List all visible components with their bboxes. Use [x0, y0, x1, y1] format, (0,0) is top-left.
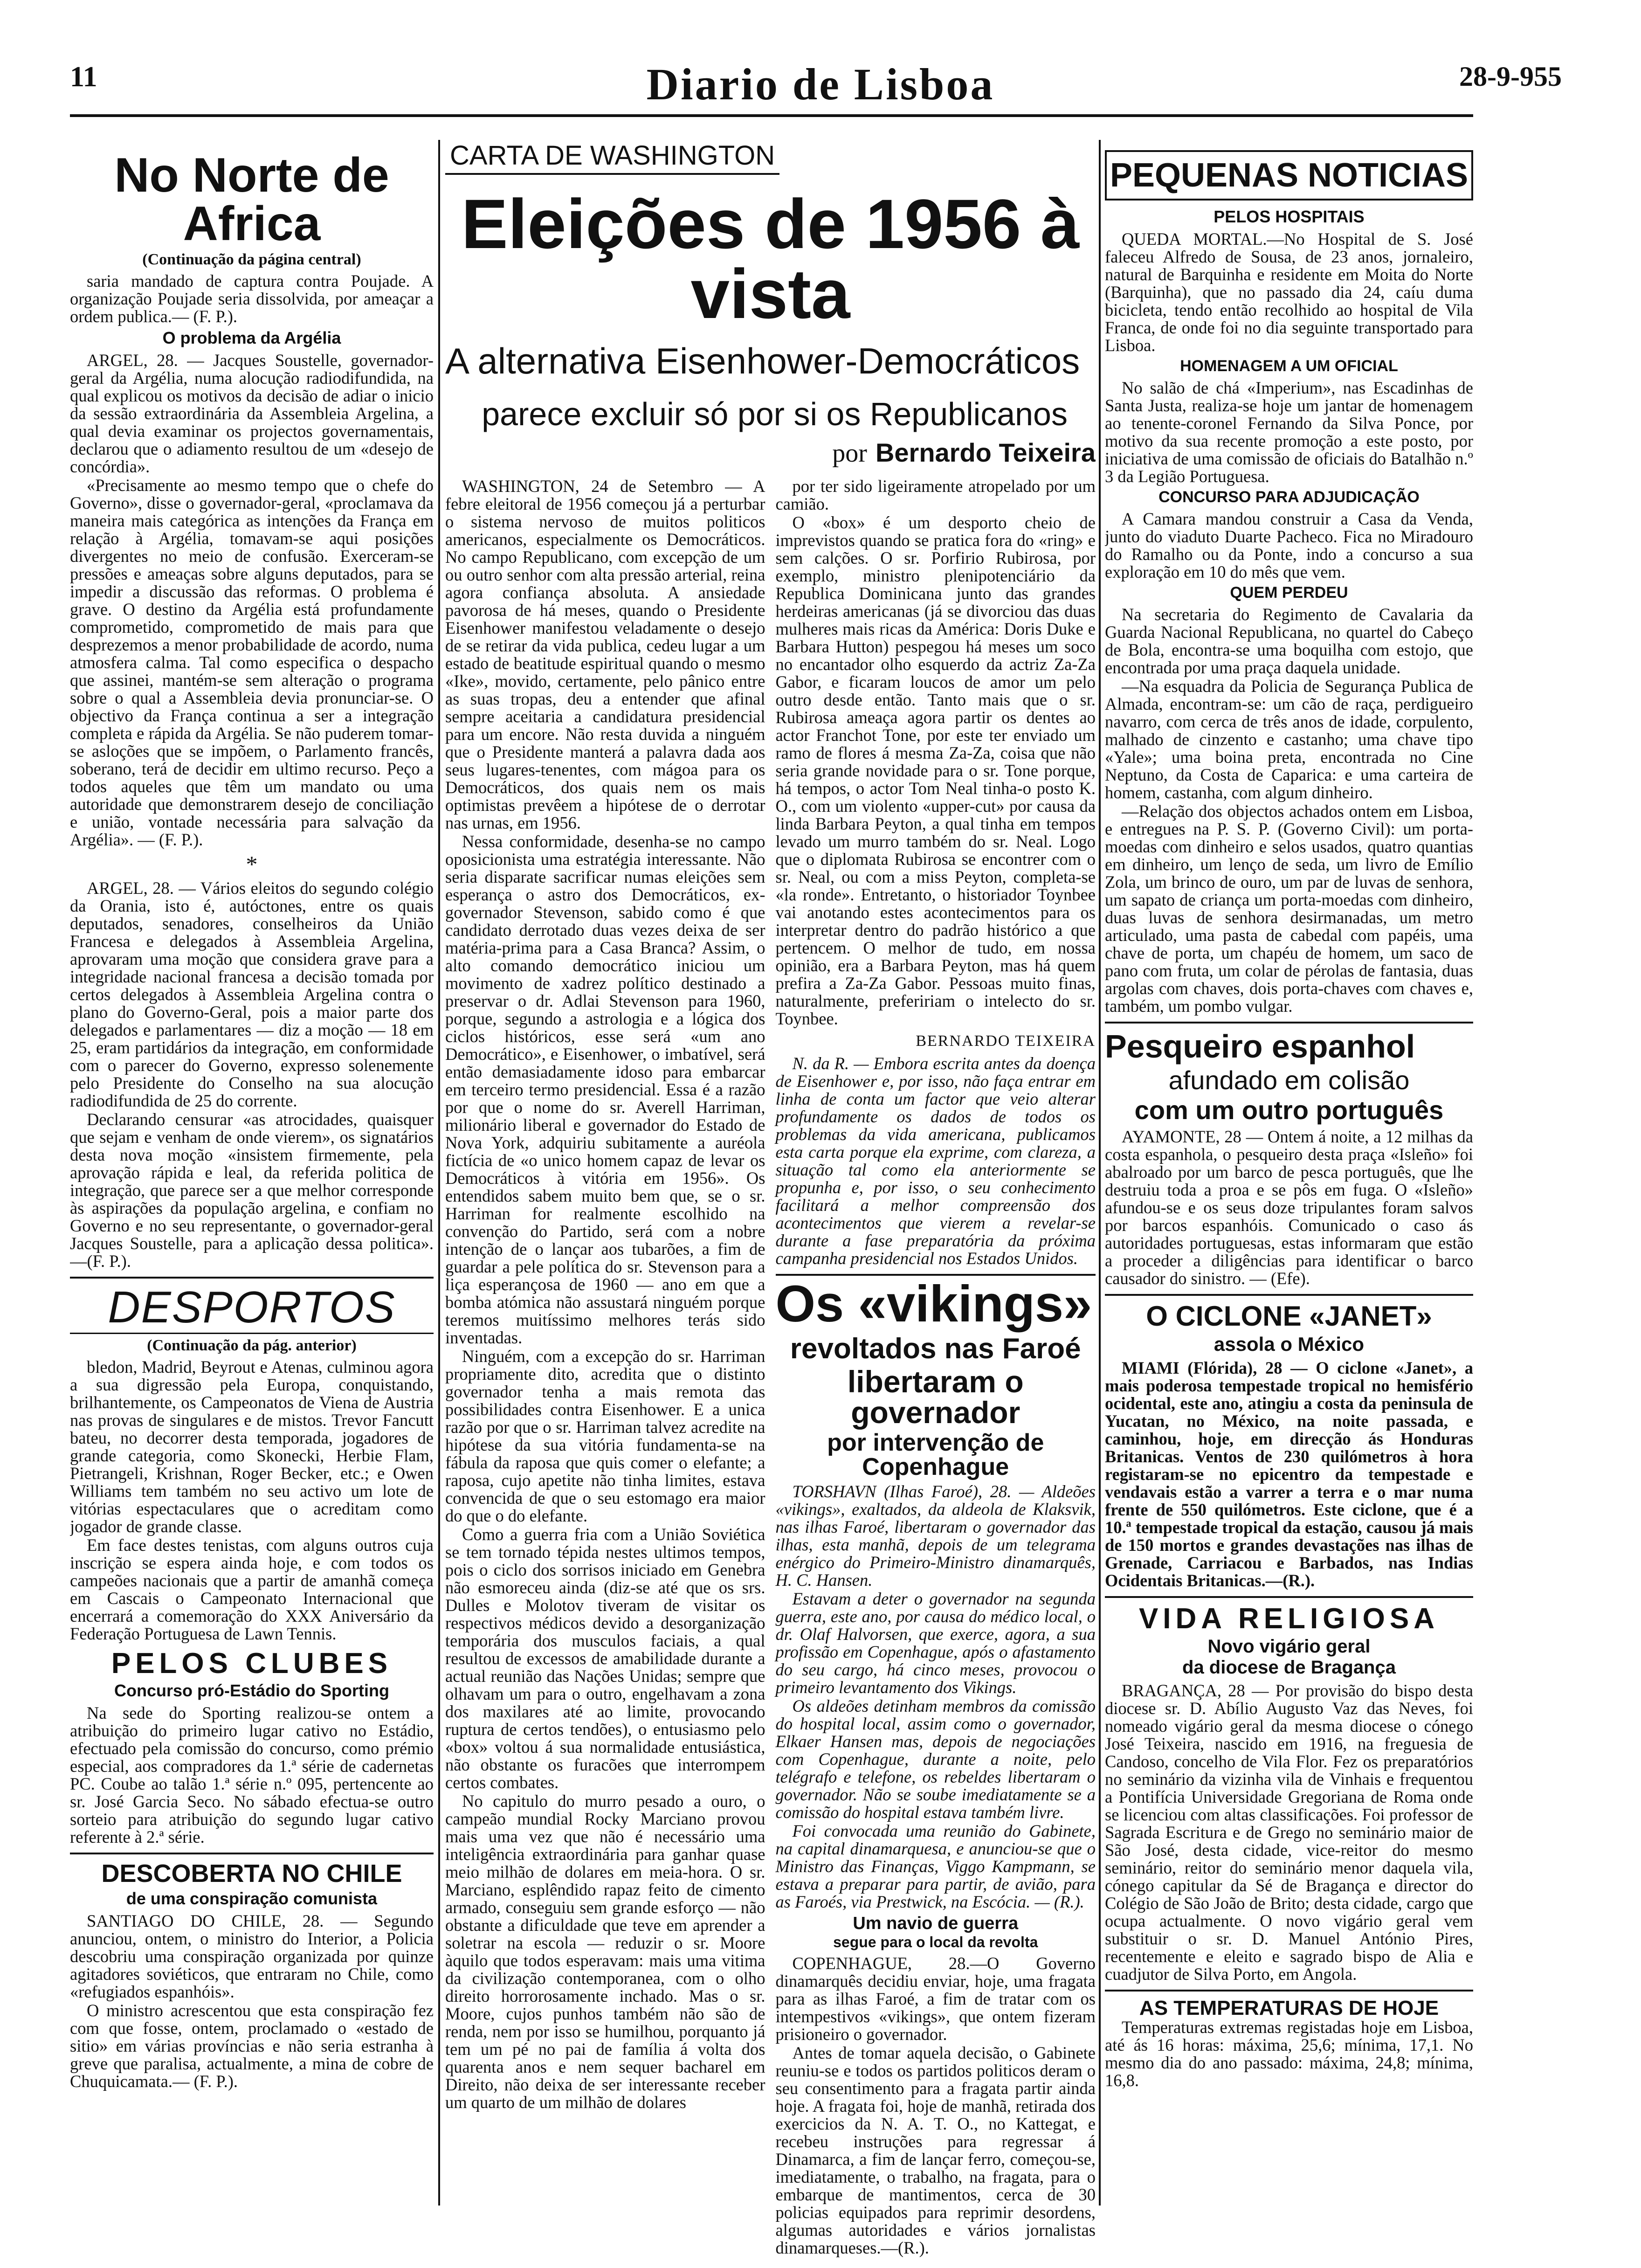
- byline-author: Bernardo Teixeira: [875, 438, 1096, 467]
- page-number: 11: [70, 61, 97, 93]
- editor-note: N. da R. — Embora escrita antes da doença de Eisenhower e, por isso, não faça entrar em linha de conta um factor que veio alterar profundamente os dados de todos os problemas da vida americana, publicamos esta carta porque ela exprime, com clareza, a situação tal como ela anteriormente se propunha e, por isso, o seu conhecimento facilitará a melhor compreensão dos acontecimentos que vierem a revelar-se durante a fase preparatória da próxima campanha presidencial nos Estados Unidos.: [775, 1054, 1096, 1268]
- pequenas-paragraph: Na secretaria do Regimento de Cavalaria da Guarda Nacional Republicana, no quartel do Cabeço de Bola, encontra-se uma boquilha com estojo, que encontrada por uma praça daquela unidade.: [1105, 605, 1473, 677]
- carta-signature: BERNARDO TEIXEIRA: [916, 1032, 1096, 1050]
- column-left: [70, 140, 434, 2091]
- homenagem-subhead: HOMENAGEM A UM OFICIAL: [1180, 357, 1398, 375]
- issue-date: 28-9-955: [1459, 61, 1562, 92]
- vida-subhead-2: da diocese de Bragança: [1182, 1657, 1396, 1678]
- vikings-article: [776, 1274, 1096, 2257]
- vikings-paragraph: Foi convocada uma reunião do Gabinete, na capital dinamarquesa, e anunciou-se que o Ministro das Finanças, Viggo Kampmann, se estava a preparar para partir, de avião, para as Faroés, via Prestwick, na Escócia. — (R.).: [775, 1821, 1096, 1911]
- carta-paragraph: O «box» é um desporto cheio de imprevistos quando se pratica fora do «ring» e sem calções. O sr. Porfirio Rubirosa, por exemplo, ministro plenipotenciário da Republica Dominicana junto das grandes herdeiras americanas (já se divorciou das duas mulheres mais ricas da América: Doris Duke e Barbara Hutton) pespegou há meses um soco no encantador olho esquerdo da actriz Za-Za Gabor, e ficaram loucos de amor um pelo outro desde então. Tanto mais que o sr. Rubirosa ameaça agora partir os dentes ao actor Franchot Tone, por este ter enviado um ramo de flores á mesma Za-Za, coisa que não seria grande novidade para o sr. Tone porque, há tempos, o actor Tom Neal tinha-o posto K. O., com um violento «upper-cut» por causa da linda Barbara Peyton, a qual tinha em tempos levado um murro também do sr. Neal. Logo que o diplomata Rubirosa se encontrer com o sr. Neal, ou com a miss Peyton, completa-se «la ronde». Entretanto, o historiador Toynbee vai anotando estes acontecimentos para os interpretar dentro do padrão histórico a que pertencem. O melhor de tudo, em nossa opinião, era a Barbara Peyton, mas há quem prefira a Za-Za Gabor. Pessoas muito finas, naturalmente, prefeririam o intelecto do sr. Toynbee.: [775, 513, 1096, 1028]
- column-rule-1: [438, 140, 440, 2206]
- carta-paragraph: WASHINGTON, 24 de Setembro — A febre eleitoral de 1956 começou já a perturbar o sistema nervoso de muitos politicos americanos, especialmente os Democráticos. No campo Republicano, com excepção de um ou outro senhor com alta pressão arterial, reina agora confiança absoluta. A ansiedade pavorosa de há meses, quando o Presidente Eisenhower manifestou veladamente o desejo de se retirar da vida publica, cedeu lugar a um estado de beatitude espiritual quando o mesmo «Ike», movido, certamente, pelo pânico entre as suas tropas, deu a entender que afinal sempre aceitaria a candidatura presidencial para um encore. Não resta duvida a ninguém que o Presidente manterá a palavra dada aos seus lugares-tenentes, com mágoa para os Democráticos, dos quais nem os mais optimistas prevêem a hipótese de o derrotar nas urnas, em 1956.: [445, 477, 765, 832]
- quem-perdeu-subhead: QUEM PERDEU: [1230, 584, 1348, 602]
- vikings-paragraph: Antes de tomar aquela decisão, o Gabinete reuniu-se e todos os partidos politicos deram o seu consentimento para a fragata partir ainda hoje. A fragata foi, hoje de manhã, retirada dos exercicios da N. A. T. O., no Kattegat, e recebeu instruções para regressar á Dinamarca, a fim de lançar ferro, começou-se, imediatamente, o trabalho, na fragata, para o embarque de mantimentos, cerca de 30 policias equipados para reprimir desordens, algumas autoridades e vários jornalistas dinamarqueses.—(R.).: [775, 2043, 1096, 2257]
- pequenas-headline: PEQUENAS NOTICIAS: [1105, 150, 1473, 201]
- africa-paragraph: Declarando censurar «as atrocidades, quaisquer que sejam e venham de onde vierem», os signatários desta nova moção «insistem firmemente, pela aprovação rápida e leal, da referida politica de integração, que parece ser a que melhor corresponde às aspirações da população argelina, e confiam no Governo e no seu representante, o governador-geral Jacques Soustelle, para a aplicação dessa politica».—(F. P.).: [70, 1110, 434, 1271]
- hospitais-subhead: PELOS HOSPITAIS: [1214, 207, 1365, 226]
- byline-por: por: [832, 439, 867, 468]
- vikings-deck-3: por intervenção de Copenhague: [827, 1429, 1044, 1480]
- vikings-paragraph: Estavam a deter o governador na segunda guerra, este ano, por causa do médico local, o dr. Olaf Halvorsen, que exerce, agora, a sua profissão em Copenhague, após o afastamento do seu cargo, há cinco meses, provocou o primeiro levantamento dos Vikings.: [775, 1589, 1096, 1697]
- vida-paragraph: BRAGANÇA, 28 — Por provisão do bispo desta diocese sr. D. Abílio Augusto Vaz das Neves, foi nomeado vigário geral da mesma diocese o cónego José Teixeira, nascido em 1916, na freguesia de Candoso, concelho de Vila Flor. Fez os preparatórios no seminário da vizinha vila de Vinhais e frequentou a Pontifícia Universidade Gregoriana de Roma onde se licenciou com altas classificações. Foi professor de Sagrada Escritura e de Grego no seminário maior de São José, desta cidade, vice-reitor do mesmo seminário, reitor do seminário menor daquela vila, cónego capitular da Sé de Bragança e director do Colégio de São João de Brito; desta cidade, cargo que ocupa actualmente. O novo vigário geral vem substituir o sr. D. Manuel António Pires, recentemente e eleito e sagrado bispo de Alia e cuadjutor de Silva Porto, em Angola.: [1105, 1681, 1473, 1984]
- carta-paragraph: Como a guerra fria com a União Soviética se tem tornado tépida nestes ultimos tempos, pois o ciclo dos sorrisos iniciado em Genebra não esmoreceu ainda (diz-se até que os srs. Dulles e Molotov tiveram de visitar os respectivos médicos devido a desorganização temporária dos musculos faciais, a qual resultou de excessos de amabilidade durante a actual reunião das Nações Unidas; sempre que olhavam um para o outro, engelhavam a zona dos maxilares até ao limite, provocando ruptura de certos tendões), o entusiasmo pelo «box» voltou á sua normalidade entusiástica, não obstante os furacões que interrompem certos combates.: [445, 1525, 765, 1792]
- separator-star: *: [246, 851, 258, 877]
- carta-paragraph: Ninguém, com a excepção do sr. Harriman propriamente dito, acredita que o distinto governador tenha a mais remota das possibilidades contra Eisenhower. E a unica razão por que o sr. Harriman talvez acredite na hipótese da sua vitória fundamenta-se na fábula da raposa que quis comer o elefante; a raposa, cujo apetite não tinha limites, estava convencida de que o seu estomago era maior do que o do elefante.: [445, 1347, 765, 1525]
- clubes-headline: PELOS CLUBES: [111, 1647, 393, 1680]
- column-center: [445, 140, 1096, 2258]
- newspaper-title: Diario de Lisboa: [646, 59, 995, 109]
- africa-paragraph: «Precisamente ao mesmo tempo que o chefe do Governo», disse o governador-geral, «proclamava da maneira mais categórica as intenções da França em relação à Argélia, tomavam-se aqui posições divergentes no meio de confusão. Exerceram-se pressões e ameaças sobre alguns deputados, para se impedir a discussão das reformas. O problema é grave. O destino da Argélia está profundamente comprometido, comprometido de mais para que desprezemos a menor probabilidade de acordo, numa atmosfera calma. Tal como especifica o despacho que assinei, mantém-se sem alteração o programa sobre o qual a Assembleia devia pronunciar-se. O objectivo da França continua a ser a integração completa e rápida da Argélia. Se não puderem tomar-se asloções que se impõem, o Parlamento francês, soberano, terá de decidir em ultimo recurso. Peço a todos aqueles que têm um mandato ou uma autoridade que demonstrarem desejo de conciliação e união, vontade necessária para salvação da Argélia». — (F. P.).: [70, 476, 434, 849]
- section-divider: [1105, 1990, 1473, 1991]
- clubes-paragraph: Na sede do Sporting realizou-se ontem a atribuição do primeiro lugar cativo no Estádio, efectuado pela comissão do concurso, como prémio especial, aos compradores da 1.ª série de cadernetas PC. Coube ao talão 1.ª série n.º 095, pertencente ao sr. José Garcia Seco. No sábado efectua-se outro sorteio para atribuição do segundo lugar cativo referente à 2.ª série.: [70, 1703, 434, 1846]
- carta-paragraph: por ter sido ligeiramente atropelado por um camião.: [775, 477, 1096, 513]
- vikings-paragraph: Os aldeões detinham membros da comissão do hospital local, assim como o governador, Elkaer Hansen mas, depois de negociações com Copenhague, durante a noite, pelo telégrafo e telefone, os rebeldes libertaram o governador. Não se soube imediatamente se a comissão do hospital estava também livre.: [775, 1696, 1096, 1822]
- ciclone-subhead: assola o México: [1214, 1333, 1365, 1355]
- temperaturas-paragraph: Temperaturas extremas registadas hoje em Lisboa, até ás 16 horas: máxima, 25,6; mínima, 17,1. No mesmo dia do ano passado: máxima, 24,8; mínima, 16,8.: [1105, 2018, 1473, 2090]
- africa-paragraph: saria mandado de captura contra Poujade. A organização Poujade seria dissolvida, por ameaçar a ordem publica.— (F. P.).: [70, 271, 434, 326]
- carta-column-a: [445, 477, 765, 2258]
- pequenas-paragraph: No salão de chá «Imperium», nas Escadinhas de Santa Justa, realiza-se hoje um jantar de homenagem ao tenente-coronel Fernando da Silva Ponce, por motivo da sua recente promoção a este posto, por iniciativa de uma comissão de oficiais do Batalhão n.º 3 da Legião Portuguesa.: [1105, 378, 1473, 486]
- vikings-paragraph: COPENHAGUE, 28.—O Governo dinamarquês decidiu enviar, hoje, uma fragata para as ilhas Faroé, a fim de tratar com os intempestivos «vikings», que ontem fizeram prisioneiro o governador.: [775, 1954, 1096, 2044]
- navio-subhead-1: Um navio de guerra: [853, 1914, 1019, 1933]
- desportos-continuation: (Continuação da pág. anterior): [147, 1337, 357, 1354]
- concurso-subhead: CONCURSO PARA ADJUDICAÇÃO: [1158, 488, 1420, 506]
- pequenas-paragraph: —Na esquadra da Policia de Segurança Publica de Almada, encontram-se: um cão de raça, perdigueiro navarro, com cerca de três anos de idade, corpulento, malhado de cinzento e castanho; uma chave tipo «Yale»; uma boina preta, encontrada no Cine Neptuno, da Costa de Caparica: e uma carteira de homem, castanha, com algum dinheiro.: [1105, 677, 1473, 802]
- carta-column-b: [776, 477, 1096, 2258]
- africa-headline: No Norte de Africa: [114, 148, 389, 251]
- carta-paragraph: Nessa conformidade, desenha-se no campo oposicionista uma estratégia interessante. Não seria disparate sacrificar numas eleições sem esperança o astro dos Democráticos, ex-governador Stevenson, sabido como é que candidato derrotado duas vezes deixa de ser matéria-prima para a Casa Branca? Assim, o alto comando democrático iniciou um movimento de xadrez político destinado a preservar o dr. Adlai Stevenson para 1960, porque, segundo a astrologia e a lógica dos ciclos históricos, esse será «um ano Democrático», e Eisenhower, o imbatível, será então demasiadamente idoso para embarcar em terceiro termo presidencial. Essa é a razão por que o nome do sr. Averell Harriman, milionário liberal e governador do Estado de Nova York, adquiriu subitamente a auréola fictícia de «o unico homem capaz de levar os Democráticos à vitória em 1956». Os entendidos sabem muito bem que, se o sr. Harriman for realmente escolhido na convenção do Partido, será com a nobre intenção de o lançar aos tubarões, a fim de guardar a pele política do sr. Stevenson para a liça esperançosa de 1960 — ano em que a bomba atómica não assustará ninguém porque teremos muitíssimo melhores terás sido inventadas.: [445, 832, 765, 1347]
- africa-continuation: (Continuação da página central): [142, 251, 361, 268]
- vikings-paragraph: TORSHAVN (Ilhas Faroé), 28. — Aldeões «vikings», exaltados, da aldeola de Klaksvik, nas ilhas Faroé, libertaram o governador das ilhas, esta manhã, depois de um telegrama enérgico do Primeiro-Ministro dinamarquês, H. C. Hansen.: [775, 1482, 1096, 1590]
- navio-subhead-2: segue para o local da revolta: [833, 1934, 1038, 1950]
- pequenas-paragraph: A Camara mandou construir a Casa da Venda, junto do viaduto Duarte Pacheco. Fica no Miradouro do Ramalho ou da Ponte, indo a concurso a sua exploração em 10 do mês que vem.: [1105, 509, 1473, 581]
- carta-byline: [445, 437, 1096, 468]
- pequenas-paragraph: —Relação dos objectos achados ontem em Lisboa, e entregues na P. S. P. (Governo Civil): um porta-moedas com dinheiro e selos usados, quatro quantias em dinheiro, um lenço de seda, um livro de Emílio Zola, um brinco de ouro, um par de luvas de senhora, um sapato de criança um porta-moedas com dinheiro, duas luvas de senhora desirmanadas, um metro articulado, uma pasta de cabedal com papéis, uma chave de porta, um chapéu de homem, um saco de pano com fruta, um colar de pérolas de fantasia, duas argolas com chaves, dois porta-chaves com chaves e, também, um pombo vulgar.: [1105, 802, 1473, 1016]
- desportos-paragraph: Em face destes tenistas, com alguns outros cuja inscrição se espera ainda hoje, e com todos os campeões nacionais que a partir de amanhã começa em Cascais o Campeonato Internacional que encerrará a comemoração do XXX Aniversário da Federação Portuguesa de Lawn Tennis.: [70, 1535, 434, 1643]
- section-divider: [1105, 1294, 1473, 1296]
- carta-deck-2: parece excluir só por si os Republicanos: [482, 396, 1068, 432]
- carta-deck-1: A alternativa Eisenhower-Democráticos: [445, 340, 1080, 381]
- vikings-headline: Os «vikings»: [775, 1275, 1092, 1333]
- vikings-deck-1: revoltados nas Faroé: [790, 1333, 1081, 1365]
- pesqueiro-deck-1: afundado em colisão: [1168, 1065, 1410, 1095]
- carta-body: [445, 477, 1096, 2258]
- pesqueiro-headline: Pesqueiro espanhol: [1105, 1028, 1415, 1065]
- vida-headline: VIDA RELIGIOSA: [1138, 1603, 1440, 1635]
- argelia-subhead: O problema da Argélia: [162, 328, 341, 347]
- carta-paragraph: No capitulo do murro pesado a ouro, o campeão mundial Rocky Marciano provou mais uma vez que não é necessário uma inteligência extraordinária para ganhar quase meio milhão de dolares em meia-hora. O sr. Marciano, esplêndido rapaz feito de cimento armado, conseguiu sem grande esforço — não obstante a dificuldade que teve em aprender a soletrar na escola — reduzir o sr. Moore àquilo que todos esperavam: mais uma vitima da civilização contemporanea, com o olho direito horrorosamente inchado. Mas o sr. Moore, cujos punhos também não são de renda, nem por isso se humilhou, porquanto já tem um pé no pai de família á volta dos quarenta anos e nem sequer bacharel em Direito, não deixa de ser interessante receber um quarto de um milhão de dolares: [445, 1791, 765, 2112]
- carta-headline: Eleições de 1956 à vista: [461, 185, 1080, 333]
- vida-subhead-1: Novo vigário geral: [1207, 1636, 1371, 1657]
- chile-paragraph: O ministro acrescentou que esta conspiração fez com que fosse, ontem, proclamado o «estado de sitio» em várias províncias e não seria estranha à greve que paralisa, actualmente, a mina de cobre de Chuquicamata.— (F. P.).: [70, 2001, 434, 2091]
- chile-subhead: de uma conspiração comunista: [126, 1889, 378, 1908]
- temperaturas-headline: AS TEMPERATURAS DE HOJE: [1139, 1997, 1439, 2019]
- vikings-deck-2: libertaram o governador: [847, 1364, 1024, 1430]
- section-divider: [70, 1277, 434, 1279]
- chile-paragraph: SANTIAGO DO CHILE, 28. — Segundo anunciou, ontem, o ministro do Interior, a Policia descobriu uma conspiração organizada por quinze agitadores soviéticos, que entraram no Chile, como «refugiados espanhóis».: [70, 1911, 434, 2001]
- pesqueiro-paragraph: AYAMONTE, 28 — Ontem á noite, a 12 milhas da costa espanhola, o pesqueiro desta praça «Isleño» foi abalroado por um barco de pesca português, que lhe destruiu toda a proa e se pôs em fuga. O «Isleño» afundou-se e os seus doze tripulantes foram salvos por barcos espanhóis. Comunicado o caso ás autoridades portuguesas, estas informaram que estão a proceder a diligências para identificar o barco causador do sinistro. — (Efe).: [1105, 1127, 1473, 1288]
- desportos-headline: DESPORTOS: [108, 1282, 396, 1332]
- chile-headline: DESCOBERTA NO CHILE: [101, 1860, 402, 1888]
- clubes-subhead: Concurso pró-Estádio do Sporting: [114, 1681, 389, 1700]
- carta-kicker: CARTA DE WASHINGTON: [445, 140, 779, 175]
- masthead: [0, 0, 1641, 112]
- ciclone-paragraph: MIAMI (Flórida), 28 — O ciclone «Janet», a mais poderosa tempestade tropical no hemisfério ocidental, este ano, atingiu a costa da peninsula de Yucatan, no México, na noite passada, e caminhou, hoje, em direcção ás Honduras Britanicas. Ventos de 230 quilómetros à hora registaram-se no epicentro da tempestade e vendavais estão a varrer a terra e o mar numa frente de 550 quilómetros. Este ciclone, que é a 10.ª tempestade tropical da estação, causou já mais de 150 mortos e grandes devastações nas ilhas de Grenade, Carriacou e Barbados, nas Indias Ocidentais Britanicas.—(R.).: [1105, 1358, 1473, 1590]
- desportos-paragraph: bledon, Madrid, Beyrout e Atenas, culminou agora a sua digressão pela Europa, conquistando, brilhantemente, os Campeonatos de Viena de Austria nas provas de singulares e de mistos. Trevor Fancutt bateu, no decorrer desta temporada, jogadores de grande categoria, como Skonecki, Herbie Flam, Pietrangeli, Krishnan, Roger Becker, etc.; e Owen Williams tem também no seu activo um lote de vitórias espectaculares que o acreditam como jogador de grande classe.: [70, 1357, 434, 1536]
- section-divider: [1105, 1596, 1473, 1598]
- column-rule-2: [1099, 140, 1101, 2206]
- section-divider: [70, 1333, 434, 1334]
- pesqueiro-deck-2: com um outro português: [1134, 1095, 1444, 1125]
- pequenas-paragraph: QUEDA MORTAL.—No Hospital de S. José faleceu Alfredo de Sousa, de 23 anos, jornaleiro, natural de Barquinha e residente em Moita do Norte (Barquinha), que no passado dia 24, caíu duma bicicleta, tendo então recolhido ao hospital de Vila Franca, de onde foi no dia seguinte transportado para Lisboa.: [1105, 229, 1473, 355]
- ciclone-headline: O CICLONE «JANET»: [1146, 1300, 1432, 1332]
- masthead-rule: [70, 114, 1473, 117]
- section-divider: [1105, 1022, 1473, 1023]
- section-divider: [70, 1853, 434, 1854]
- africa-paragraph: ARGEL, 28. — Vários eleitos do segundo colégio da Orania, isto é, autóctones, entre os quais deputados, senadores, conselheiros da União Francesa e delegados à Assembleia Argelina, aprovaram uma moção que considera grave para a integridade nacional francesa a decisão tomada por certos delegados à Assembleia Argelina contra o plano do Governo-Geral, pois a maior parte dos delegados e parlamentares — diz a moção — 18 em 25, eram partidários da integração, em conformidade com o parecer do Governo, expresso solenemente pelo Presidente do Conselho na sua alocução radiodifundida de 25 do corrente.: [70, 878, 434, 1110]
- column-right: [1105, 140, 1473, 2090]
- africa-paragraph: ARGEL, 28. — Jacques Soustelle, governador-geral da Argélia, numa alocução radiodifundida, na qual explicou os motivos da decisão de adiar o inicio da sessão extraordinária da Assembleia Argelina, a qual devia examinar os projectos governamentais, declarou que o adiamento resultou de um «desejo de concórdia».: [70, 351, 434, 476]
